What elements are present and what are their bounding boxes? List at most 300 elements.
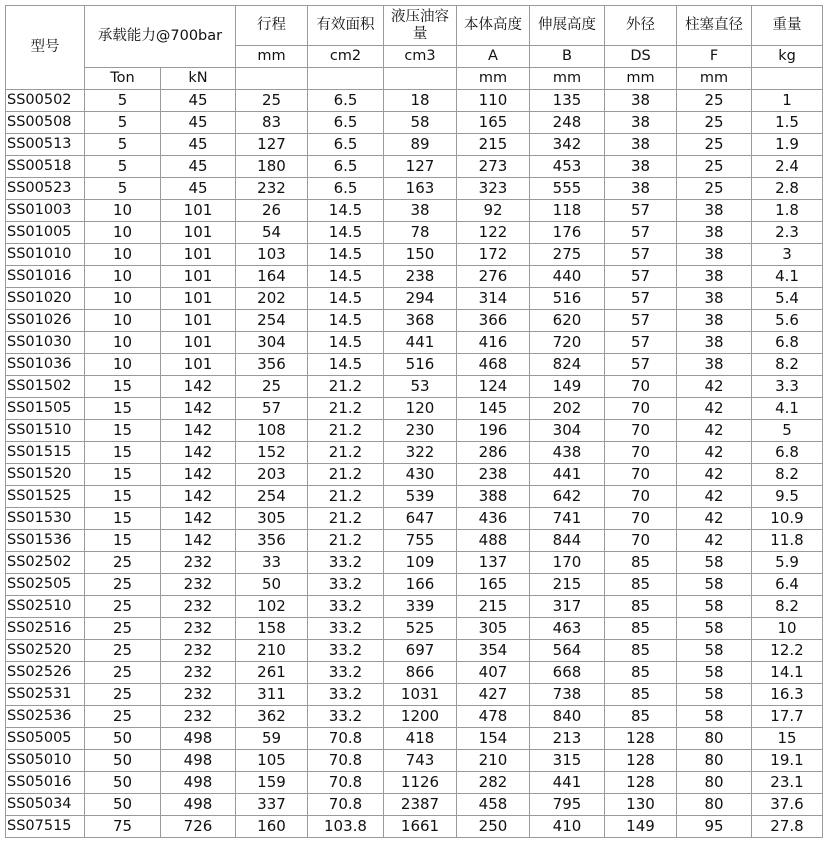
cell-area: 14.5 <box>308 200 384 222</box>
cell-outer-diameter: 128 <box>605 728 677 750</box>
cell-plunger-diameter: 58 <box>677 596 752 618</box>
cell-outer-diameter: 85 <box>605 552 677 574</box>
cell-area: 21.2 <box>308 420 384 442</box>
cell-oil-volume: 1126 <box>384 772 457 794</box>
cell-stroke: 261 <box>236 662 308 684</box>
cell-weight: 4.1 <box>752 398 823 420</box>
cell-area: 14.5 <box>308 244 384 266</box>
cell-oil-volume: 53 <box>384 376 457 398</box>
cell-model: SS01525 <box>6 486 85 508</box>
cell-capacity-ton: 15 <box>85 442 161 464</box>
cell-body-height: 488 <box>457 530 530 552</box>
cell-outer-diameter: 38 <box>605 112 677 134</box>
cell-capacity-kn: 45 <box>161 178 236 200</box>
cell-plunger-diameter: 25 <box>677 156 752 178</box>
cell-weight: 37.6 <box>752 794 823 816</box>
cell-outer-diameter: 85 <box>605 596 677 618</box>
cell-stroke: 180 <box>236 156 308 178</box>
cell-body-height: 215 <box>457 134 530 156</box>
cell-weight: 4.1 <box>752 266 823 288</box>
cell-capacity-kn: 232 <box>161 684 236 706</box>
cell-capacity-ton: 10 <box>85 200 161 222</box>
cell-outer-diameter: 85 <box>605 618 677 640</box>
cell-stroke: 33 <box>236 552 308 574</box>
cell-area: 21.2 <box>308 486 384 508</box>
cell-extended-height: 170 <box>530 552 605 574</box>
cell-extended-height: 315 <box>530 750 605 772</box>
cell-capacity-ton: 25 <box>85 574 161 596</box>
cell-capacity-kn: 498 <box>161 750 236 772</box>
cell-plunger-diameter: 38 <box>677 354 752 376</box>
cell-model: SS02502 <box>6 552 85 574</box>
cell-plunger-diameter: 42 <box>677 486 752 508</box>
cell-weight: 16.3 <box>752 684 823 706</box>
cell-capacity-ton: 15 <box>85 376 161 398</box>
unit-height: mm <box>457 68 530 90</box>
cell-stroke: 152 <box>236 442 308 464</box>
cell-outer-diameter: 57 <box>605 222 677 244</box>
cell-oil-volume: 755 <box>384 530 457 552</box>
table-row <box>6 486 823 508</box>
cell-capacity-ton: 10 <box>85 288 161 310</box>
cell-area: 14.5 <box>308 222 384 244</box>
cell-area: 6.5 <box>308 134 384 156</box>
cell-oil-volume: 163 <box>384 178 457 200</box>
cell-outer-diameter: 85 <box>605 684 677 706</box>
table-row <box>6 596 823 618</box>
cell-plunger-diameter: 42 <box>677 398 752 420</box>
cell-capacity-ton: 75 <box>85 816 161 838</box>
cell-stroke: 356 <box>236 530 308 552</box>
header-area: 有效面积 <box>308 6 384 46</box>
cell-stroke: 102 <box>236 596 308 618</box>
cell-oil-volume: 120 <box>384 398 457 420</box>
table-row <box>6 464 823 486</box>
cell-body-height: 145 <box>457 398 530 420</box>
cell-oil-volume: 1200 <box>384 706 457 728</box>
cell-weight: 1.9 <box>752 134 823 156</box>
cell-extended-height: 441 <box>530 772 605 794</box>
cell-weight: 1 <box>752 90 823 112</box>
cell-capacity-kn: 142 <box>161 508 236 530</box>
cell-area: 21.2 <box>308 508 384 530</box>
cell-outer-diameter: 38 <box>605 156 677 178</box>
cell-extended-height: 342 <box>530 134 605 156</box>
cell-extended-height: 844 <box>530 530 605 552</box>
cell-model: SS02531 <box>6 684 85 706</box>
cell-capacity-kn: 142 <box>161 530 236 552</box>
cell-body-height: 165 <box>457 574 530 596</box>
cell-model: SS07515 <box>6 816 85 838</box>
cell-body-height: 323 <box>457 178 530 200</box>
header-stroke: 行程 <box>236 6 308 46</box>
cell-weight: 12.2 <box>752 640 823 662</box>
cell-body-height: 92 <box>457 200 530 222</box>
table-row <box>6 354 823 376</box>
cell-oil-volume: 294 <box>384 288 457 310</box>
cell-capacity-ton: 25 <box>85 618 161 640</box>
cell-capacity-ton: 5 <box>85 178 161 200</box>
cell-capacity-ton: 5 <box>85 156 161 178</box>
cell-stroke: 25 <box>236 376 308 398</box>
cell-capacity-kn: 232 <box>161 662 236 684</box>
cell-capacity-ton: 10 <box>85 222 161 244</box>
cell-capacity-kn: 726 <box>161 816 236 838</box>
cell-oil-volume: 109 <box>384 552 457 574</box>
cell-capacity-ton: 15 <box>85 486 161 508</box>
cell-area: 14.5 <box>308 332 384 354</box>
cell-model: SS05034 <box>6 794 85 816</box>
cell-area: 33.2 <box>308 684 384 706</box>
cell-plunger-diameter: 80 <box>677 794 752 816</box>
cell-outer-diameter: 70 <box>605 486 677 508</box>
table-row <box>6 662 823 684</box>
cell-weight: 3 <box>752 244 823 266</box>
cell-capacity-ton: 15 <box>85 508 161 530</box>
unit-area: cm2 <box>308 46 384 68</box>
cell-plunger-diameter: 38 <box>677 222 752 244</box>
cell-area: 6.5 <box>308 178 384 200</box>
cell-body-height: 416 <box>457 332 530 354</box>
cell-plunger-diameter: 25 <box>677 134 752 156</box>
cell-plunger-diameter: 42 <box>677 508 752 530</box>
table-row <box>6 508 823 530</box>
cell-capacity-ton: 50 <box>85 750 161 772</box>
cell-weight: 2.8 <box>752 178 823 200</box>
cell-extended-height: 668 <box>530 662 605 684</box>
cell-model: SS01003 <box>6 200 85 222</box>
cell-stroke: 164 <box>236 266 308 288</box>
cell-oil-volume: 166 <box>384 574 457 596</box>
cell-area: 33.2 <box>308 706 384 728</box>
cell-oil-volume: 1661 <box>384 816 457 838</box>
header-plunger: 柱塞直径 <box>677 6 752 46</box>
cell-area: 6.5 <box>308 156 384 178</box>
cell-oil-volume: 525 <box>384 618 457 640</box>
cell-stroke: 59 <box>236 728 308 750</box>
cell-weight: 5.6 <box>752 310 823 332</box>
cell-oil-volume: 1031 <box>384 684 457 706</box>
empty-cell <box>384 68 457 90</box>
unit-plunger: mm <box>677 68 752 90</box>
cell-capacity-ton: 10 <box>85 244 161 266</box>
cell-oil-volume: 2387 <box>384 794 457 816</box>
cell-capacity-ton: 10 <box>85 266 161 288</box>
cell-body-height: 478 <box>457 706 530 728</box>
cell-body-height: 110 <box>457 90 530 112</box>
table-row <box>6 310 823 332</box>
cell-extended-height: 795 <box>530 794 605 816</box>
cell-capacity-kn: 142 <box>161 398 236 420</box>
cell-extended-height: 463 <box>530 618 605 640</box>
cell-weight: 5.4 <box>752 288 823 310</box>
cell-capacity-ton: 50 <box>85 794 161 816</box>
cell-capacity-ton: 50 <box>85 772 161 794</box>
cell-capacity-kn: 232 <box>161 596 236 618</box>
table-row <box>6 398 823 420</box>
cell-body-height: 210 <box>457 750 530 772</box>
cell-area: 103.8 <box>308 816 384 838</box>
cell-capacity-kn: 45 <box>161 156 236 178</box>
cell-model: SS00508 <box>6 112 85 134</box>
cell-outer-diameter: 85 <box>605 706 677 728</box>
cell-capacity-kn: 101 <box>161 222 236 244</box>
cell-stroke: 57 <box>236 398 308 420</box>
cell-area: 33.2 <box>308 618 384 640</box>
cell-plunger-diameter: 58 <box>677 640 752 662</box>
cell-model: SS00523 <box>6 178 85 200</box>
cell-area: 14.5 <box>308 288 384 310</box>
cell-stroke: 159 <box>236 772 308 794</box>
cell-plunger-diameter: 38 <box>677 310 752 332</box>
header-capacity: 承载能力@700bar <box>85 6 236 68</box>
cell-weight: 15 <box>752 728 823 750</box>
cell-area: 14.5 <box>308 310 384 332</box>
cell-area: 21.2 <box>308 530 384 552</box>
cell-oil-volume: 339 <box>384 596 457 618</box>
cell-model: SS02536 <box>6 706 85 728</box>
header-model: 型号 <box>6 6 85 90</box>
cell-oil-volume: 230 <box>384 420 457 442</box>
cell-capacity-ton: 10 <box>85 332 161 354</box>
cell-weight: 1.5 <box>752 112 823 134</box>
cell-oil-volume: 697 <box>384 640 457 662</box>
table-row <box>6 156 823 178</box>
cell-stroke: 254 <box>236 486 308 508</box>
unit-extended: mm <box>530 68 605 90</box>
table-row <box>6 706 823 728</box>
cell-capacity-kn: 498 <box>161 794 236 816</box>
cell-model: SS01026 <box>6 310 85 332</box>
cell-model: SS01510 <box>6 420 85 442</box>
cell-outer-diameter: 57 <box>605 310 677 332</box>
cell-outer-diameter: 85 <box>605 574 677 596</box>
table-row <box>6 772 823 794</box>
cell-weight: 23.1 <box>752 772 823 794</box>
cell-plunger-diameter: 42 <box>677 464 752 486</box>
cell-stroke: 108 <box>236 420 308 442</box>
header-height: 本体高度 <box>457 6 530 46</box>
cell-weight: 11.8 <box>752 530 823 552</box>
cell-oil-volume: 516 <box>384 354 457 376</box>
cell-model: SS02516 <box>6 618 85 640</box>
cell-extended-height: 135 <box>530 90 605 112</box>
cell-model: SS01536 <box>6 530 85 552</box>
cell-weight: 10.9 <box>752 508 823 530</box>
cell-body-height: 238 <box>457 464 530 486</box>
cell-outer-diameter: 70 <box>605 420 677 442</box>
cell-extended-height: 215 <box>530 574 605 596</box>
cell-capacity-ton: 10 <box>85 310 161 332</box>
table-row <box>6 684 823 706</box>
cell-extended-height: 440 <box>530 266 605 288</box>
table-row <box>6 332 823 354</box>
cell-outer-diameter: 128 <box>605 772 677 794</box>
cell-model: SS01530 <box>6 508 85 530</box>
cell-model: SS01030 <box>6 332 85 354</box>
cell-capacity-ton: 15 <box>85 464 161 486</box>
cell-capacity-kn: 101 <box>161 266 236 288</box>
cell-capacity-kn: 142 <box>161 486 236 508</box>
cell-plunger-diameter: 25 <box>677 112 752 134</box>
cell-body-height: 154 <box>457 728 530 750</box>
cell-plunger-diameter: 38 <box>677 288 752 310</box>
cell-plunger-diameter: 58 <box>677 574 752 596</box>
cell-extended-height: 642 <box>530 486 605 508</box>
cell-outer-diameter: 38 <box>605 90 677 112</box>
cell-oil-volume: 441 <box>384 332 457 354</box>
cell-plunger-diameter: 58 <box>677 684 752 706</box>
cell-plunger-diameter: 42 <box>677 420 752 442</box>
cell-stroke: 54 <box>236 222 308 244</box>
cell-weight: 2.4 <box>752 156 823 178</box>
cell-capacity-ton: 50 <box>85 728 161 750</box>
table-row <box>6 178 823 200</box>
cell-stroke: 158 <box>236 618 308 640</box>
cell-capacity-ton: 5 <box>85 134 161 156</box>
cell-model: SS01036 <box>6 354 85 376</box>
symbol-extended: B <box>530 46 605 68</box>
cell-capacity-kn: 232 <box>161 618 236 640</box>
cell-stroke: 127 <box>236 134 308 156</box>
cell-body-height: 276 <box>457 266 530 288</box>
cell-outer-diameter: 70 <box>605 398 677 420</box>
cell-oil-volume: 322 <box>384 442 457 464</box>
cell-capacity-kn: 498 <box>161 772 236 794</box>
header-extended: 伸展高度 <box>530 6 605 46</box>
symbol-height: A <box>457 46 530 68</box>
cell-model: SS05010 <box>6 750 85 772</box>
cell-extended-height: 304 <box>530 420 605 442</box>
cell-capacity-ton: 25 <box>85 552 161 574</box>
cell-oil-volume: 18 <box>384 90 457 112</box>
cell-capacity-ton: 10 <box>85 354 161 376</box>
cell-weight: 8.2 <box>752 464 823 486</box>
cell-model: SS01020 <box>6 288 85 310</box>
table-row <box>6 244 823 266</box>
cell-capacity-kn: 232 <box>161 552 236 574</box>
cell-stroke: 305 <box>236 508 308 530</box>
cell-stroke: 160 <box>236 816 308 838</box>
cell-stroke: 304 <box>236 332 308 354</box>
cell-outer-diameter: 57 <box>605 354 677 376</box>
cell-stroke: 362 <box>236 706 308 728</box>
symbol-od: DS <box>605 46 677 68</box>
cell-body-height: 250 <box>457 816 530 838</box>
cell-plunger-diameter: 58 <box>677 662 752 684</box>
cell-body-height: 354 <box>457 640 530 662</box>
cell-extended-height: 738 <box>530 684 605 706</box>
cell-outer-diameter: 57 <box>605 332 677 354</box>
cell-extended-height: 118 <box>530 200 605 222</box>
cell-weight: 6.8 <box>752 442 823 464</box>
cell-stroke: 210 <box>236 640 308 662</box>
cell-model: SS01010 <box>6 244 85 266</box>
cell-extended-height: 840 <box>530 706 605 728</box>
table-row <box>6 200 823 222</box>
cell-body-height: 388 <box>457 486 530 508</box>
cell-plunger-diameter: 25 <box>677 178 752 200</box>
unit-kn: kN <box>161 68 236 90</box>
cell-area: 33.2 <box>308 596 384 618</box>
cell-capacity-ton: 25 <box>85 596 161 618</box>
cell-outer-diameter: 70 <box>605 464 677 486</box>
cell-model: SS02526 <box>6 662 85 684</box>
cell-oil-volume: 89 <box>384 134 457 156</box>
cell-body-height: 427 <box>457 684 530 706</box>
cell-plunger-diameter: 38 <box>677 266 752 288</box>
header-oil: 液压油容量 <box>384 6 457 46</box>
cell-plunger-diameter: 58 <box>677 706 752 728</box>
cell-oil-volume: 539 <box>384 486 457 508</box>
cell-capacity-kn: 45 <box>161 112 236 134</box>
cell-extended-height: 202 <box>530 398 605 420</box>
cell-outer-diameter: 38 <box>605 134 677 156</box>
cell-capacity-kn: 101 <box>161 288 236 310</box>
unit-oil: cm3 <box>384 46 457 68</box>
cell-capacity-kn: 45 <box>161 134 236 156</box>
cell-capacity-kn: 232 <box>161 706 236 728</box>
cell-extended-height: 275 <box>530 244 605 266</box>
table-row <box>6 266 823 288</box>
cell-plunger-diameter: 58 <box>677 552 752 574</box>
cell-capacity-kn: 232 <box>161 574 236 596</box>
cell-weight: 8.2 <box>752 596 823 618</box>
cell-body-height: 468 <box>457 354 530 376</box>
cell-body-height: 165 <box>457 112 530 134</box>
cell-capacity-kn: 142 <box>161 420 236 442</box>
cell-weight: 5 <box>752 420 823 442</box>
cell-capacity-ton: 15 <box>85 530 161 552</box>
cell-model: SS01502 <box>6 376 85 398</box>
cell-model: SS01016 <box>6 266 85 288</box>
cell-capacity-ton: 5 <box>85 112 161 134</box>
table-row <box>6 574 823 596</box>
cell-capacity-kn: 101 <box>161 244 236 266</box>
cell-plunger-diameter: 42 <box>677 376 752 398</box>
cell-model: SS00502 <box>6 90 85 112</box>
cell-area: 14.5 <box>308 266 384 288</box>
unit-stroke: mm <box>236 46 308 68</box>
cell-area: 33.2 <box>308 574 384 596</box>
cell-outer-diameter: 70 <box>605 442 677 464</box>
cell-capacity-kn: 142 <box>161 464 236 486</box>
cell-weight: 9.5 <box>752 486 823 508</box>
cell-capacity-ton: 25 <box>85 662 161 684</box>
cell-area: 70.8 <box>308 772 384 794</box>
cell-extended-height: 438 <box>530 442 605 464</box>
cell-stroke: 337 <box>236 794 308 816</box>
empty-cell <box>308 68 384 90</box>
cell-capacity-ton: 5 <box>85 90 161 112</box>
cell-area: 33.2 <box>308 552 384 574</box>
cell-plunger-diameter: 80 <box>677 750 752 772</box>
cell-capacity-kn: 45 <box>161 90 236 112</box>
cell-capacity-kn: 498 <box>161 728 236 750</box>
cell-oil-volume: 866 <box>384 662 457 684</box>
cell-extended-height: 248 <box>530 112 605 134</box>
cell-capacity-kn: 101 <box>161 354 236 376</box>
cell-oil-volume: 58 <box>384 112 457 134</box>
cell-area: 33.2 <box>308 640 384 662</box>
cell-plunger-diameter: 80 <box>677 728 752 750</box>
cell-extended-height: 317 <box>530 596 605 618</box>
cell-body-height: 314 <box>457 288 530 310</box>
cell-oil-volume: 127 <box>384 156 457 178</box>
cell-model: SS01515 <box>6 442 85 464</box>
cell-outer-diameter: 128 <box>605 750 677 772</box>
cell-plunger-diameter: 58 <box>677 618 752 640</box>
